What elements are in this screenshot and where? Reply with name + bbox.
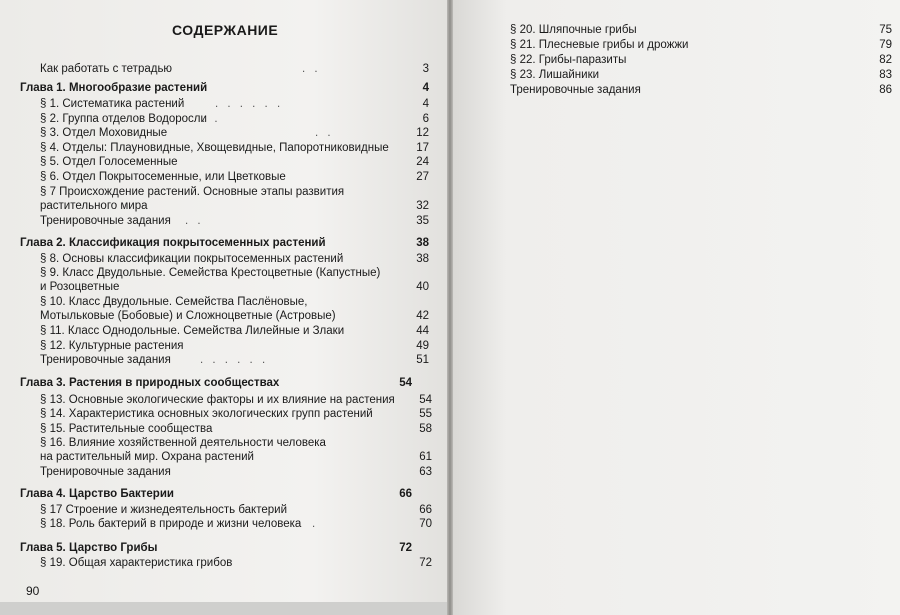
- toc-entry: [40, 437, 326, 450]
- toc-entry-page: 70: [419, 518, 432, 530]
- toc-entry-text: Тренировочные задания: [40, 466, 171, 478]
- toc-entry-text: § 22. Грибы-паразиты: [510, 54, 627, 66]
- toc-chapter: [20, 488, 412, 501]
- toc-entry-text: § 14. Характеристика основных экологических групп растений: [40, 408, 373, 420]
- toc-entry-page: 6: [422, 113, 429, 125]
- toc-entry: [40, 281, 429, 294]
- toc-entry: [40, 200, 429, 213]
- toc-entry-text: § 21. Плесневые грибы и дрожжи: [510, 39, 689, 51]
- toc-entry-page: 51: [416, 354, 429, 366]
- toc-entry-page: 38: [416, 253, 429, 265]
- toc-entry-page: 35: [416, 215, 429, 227]
- toc-entry-page: 24: [416, 156, 429, 168]
- toc-entry: [40, 451, 432, 464]
- toc-entry-text: § 12. Культурные растения: [40, 340, 184, 352]
- toc-entry-text: Тренировочные задания: [40, 354, 171, 366]
- toc-entry: § 1. Систематика растений . . . . . . 4: [40, 98, 429, 110]
- toc-entry-page: 55: [419, 408, 432, 420]
- toc-entry: [40, 186, 344, 199]
- toc-entry-text: § 19. Общая характеристика грибов: [40, 557, 233, 569]
- toc-entry: § 2. Группа отделов Водоросли . . 6: [40, 113, 429, 125]
- toc-entry-text: Тренировочные задания: [40, 215, 171, 227]
- toc-entry: [40, 394, 432, 407]
- toc-entry: [40, 310, 429, 323]
- left-page: [0, 0, 447, 615]
- right-page: [453, 0, 900, 615]
- toc-entry: [40, 253, 429, 266]
- toc-entry-text: § 18. Роль бактерий в природе и жизни человека: [40, 518, 302, 530]
- toc-entry-page: 27: [416, 171, 429, 183]
- toc-entry-text: § 4. Отделы: Плауновидные, Хвощевидные, Папоротниковидные: [40, 142, 389, 154]
- toc-entry-page: 61: [419, 451, 432, 463]
- toc-entry-text: Глава 3. Растения в природных сообществах: [20, 377, 280, 389]
- toc-entry-page: 83: [879, 69, 892, 81]
- toc-entry: [40, 267, 380, 280]
- toc-chapter: [20, 237, 429, 250]
- toc-entry-text: § 13. Основные экологические факторы и их влияние на растения: [40, 394, 395, 406]
- toc-entry-text: Глава 4. Царство Бактерии: [20, 488, 174, 500]
- toc-entry: [40, 142, 429, 155]
- toc-entry-text: § 16. Влияние хозяйственной деятельности человека: [40, 437, 326, 449]
- toc-entry-page: 66: [399, 488, 412, 500]
- toc-entry-text: Мотыльковые (Бобовые) и Сложноцветные (Астровые): [40, 310, 336, 322]
- toc-entry: [40, 325, 429, 338]
- toc-entry-page: 49: [416, 340, 429, 352]
- toc-entry-text: Глава 1. Многообразие растений: [20, 82, 208, 94]
- toc-entry-text: § 7 Происхождение растений. Основные этапы развития: [40, 186, 345, 198]
- toc-entry-page: 54: [399, 377, 412, 389]
- toc-entry-text: § 2. Группа отделов Водоросли: [40, 113, 207, 125]
- toc-entry: [40, 466, 432, 479]
- toc-entry-page: 72: [419, 557, 432, 569]
- toc-entry-page: 63: [419, 466, 432, 478]
- toc-entry: [510, 84, 892, 97]
- toc-entry: [40, 171, 429, 184]
- toc-entry-page: 54: [419, 394, 432, 406]
- toc-entry-page: 72: [399, 542, 412, 554]
- toc-entry-text: растительного мира: [40, 200, 148, 212]
- toc-chapter: [20, 377, 412, 390]
- toc-entry-text: § 11. Класс Однодольные. Семейства Лилейные и Злаки: [40, 325, 345, 337]
- toc-entry-text: на растительный мир. Охрана растений: [40, 451, 254, 463]
- toc-entry: [510, 24, 892, 37]
- toc-entry-text: § 17 Строение и жизнедеятельность бактерий: [40, 504, 287, 516]
- toc-entry-page: 3: [422, 63, 429, 75]
- toc-entry: [510, 69, 892, 82]
- page-footer-strip: [0, 602, 447, 615]
- toc-entry-text: § 10. Класс Двудольные. Семейства Паслёновые,: [40, 296, 308, 308]
- toc-entry-text: § 3. Отдел Моховидные: [40, 127, 168, 139]
- page-title: СОДЕРЖАНИЕ: [172, 22, 279, 38]
- toc-entry-page: 4: [422, 98, 429, 110]
- toc-entry: [40, 408, 432, 421]
- toc-entry-text: Тренировочные задания: [510, 84, 641, 96]
- toc-entry-text: Глава 5. Царство Грибы: [20, 542, 158, 554]
- toc-entry-page: 17: [416, 142, 429, 154]
- toc-entry-page: 82: [879, 54, 892, 66]
- toc-entry: [510, 39, 892, 52]
- page-number: 90: [26, 584, 40, 598]
- toc-entry-page: 12: [416, 127, 429, 139]
- toc-entry: [40, 296, 308, 309]
- toc-entry-text: § 8. Основы классификации покрытосеменных растений: [40, 253, 344, 265]
- toc-entry-page: 44: [416, 325, 429, 337]
- toc-entry-page: 40: [416, 281, 429, 293]
- toc-entry: Тренировочные задания . . 35: [40, 215, 429, 227]
- toc-entry-text: § 6. Отдел Покрытосеменные, или Цветковые: [40, 171, 286, 183]
- toc-entry: [40, 340, 429, 353]
- toc-entry-text: § 9. Класс Двудольные. Семейства Крестоцветные (Капустные): [40, 267, 381, 279]
- toc-entry-text: Как работать с тетрадью: [40, 63, 173, 75]
- toc-entry-text: § 5. Отдел Голосеменные: [40, 156, 178, 168]
- toc-entry: [40, 156, 429, 169]
- toc-entry: [40, 504, 432, 517]
- toc-entry-page: 75: [879, 24, 892, 36]
- toc-entry: [40, 423, 432, 436]
- toc-entry: § 3. Отдел Моховидные . . 12: [40, 127, 429, 139]
- toc-entry-page: 66: [419, 504, 432, 516]
- toc-entry-page: 32: [416, 200, 429, 212]
- toc-entry-page: 86: [879, 84, 892, 96]
- toc-entry: § 18. Роль бактерий в природе и жизни человека . 70: [40, 518, 432, 530]
- toc-entry-text: и Розоцветные: [40, 281, 120, 293]
- toc-entry-page: 58: [419, 423, 432, 435]
- toc-chapter: [20, 82, 429, 95]
- toc-entry-page: 4: [422, 82, 429, 94]
- toc-entry-text: § 23. Лишайники: [510, 69, 600, 81]
- toc-entry-text: § 20. Шляпочные грибы: [510, 24, 637, 36]
- toc-entry: Как работать с тетрадью . . 3: [40, 63, 429, 75]
- toc-entry: [510, 54, 892, 67]
- toc-entry-text: Глава 2. Классификация покрытосеменных растений: [20, 237, 326, 249]
- toc-entry-page: 79: [879, 39, 892, 51]
- toc-entry-page: 42: [416, 310, 429, 322]
- toc-entry-page: 38: [416, 237, 429, 249]
- toc-entry-text: § 15. Растительные сообщества: [40, 423, 213, 435]
- toc-entry: [40, 557, 432, 570]
- toc-chapter: [20, 542, 412, 555]
- toc-entry: Тренировочные задания . . . . . . 51: [40, 354, 429, 366]
- toc-entry-text: § 1. Систематика растений: [40, 98, 185, 110]
